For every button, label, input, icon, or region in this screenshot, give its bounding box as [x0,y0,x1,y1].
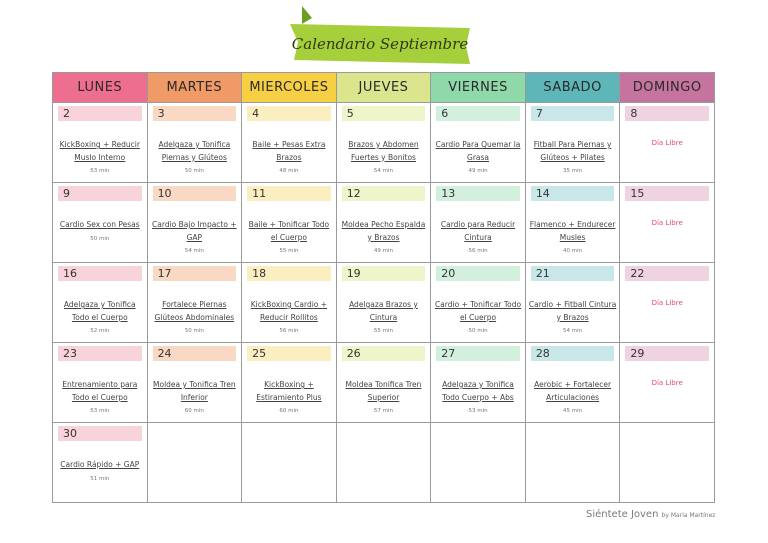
workout-duration: 56 min [468,248,488,254]
rest-day-label: Día Libre [651,379,683,387]
rest-day-label: Día Libre [651,299,683,307]
weekday-header-row [53,73,715,103]
day-number: 2 [58,106,142,121]
day-cell[interactable] [147,103,242,183]
week-row [53,103,715,183]
rest-day-label: Día Libre [651,139,683,147]
workout-duration: 50 min [184,168,204,174]
workout-entry [148,219,242,256]
day-cell[interactable] [620,263,715,343]
day-number: 7 [531,106,615,121]
workout-duration: 48 min [279,168,299,174]
day-cell [336,423,431,503]
workout-title-link[interactable]: Fitball Para Piernas y Glúteos + Pilates [533,140,612,162]
footer [586,509,715,520]
workout-duration: 50 min [184,328,204,334]
day-cell[interactable] [620,343,715,423]
workout-duration: 54 min [563,328,583,334]
day-cell[interactable] [147,263,242,343]
workout-entry [148,379,242,416]
day-number: 9 [58,186,142,201]
workout-duration: 60 min [184,408,204,414]
day-number: 4 [247,106,331,121]
workout-entry [337,139,431,176]
weekday-header-sabado: SABADO [525,73,620,103]
day-cell[interactable] [53,263,148,343]
day-number: 17 [153,266,237,281]
week-row [53,263,715,343]
day-number: 26 [342,346,426,361]
day-number: 22 [625,266,709,281]
day-cell[interactable] [53,183,148,263]
day-cell[interactable] [336,103,431,183]
day-cell[interactable] [525,103,620,183]
workout-duration: 35 min [563,168,583,174]
workout-entry [53,299,147,336]
calendar-body [53,103,715,503]
day-number: 18 [247,266,331,281]
day-cell[interactable] [242,343,337,423]
workout-title-link[interactable]: Fortalece Piernas Glúteos Abdominales [154,300,235,322]
day-cell[interactable] [525,343,620,423]
workout-duration: 57 min [373,408,394,414]
workout-entry [53,139,147,176]
workout-title-link[interactable]: KickBoxing + Estiramiento Plus [256,380,322,402]
workout-title-link[interactable]: Entrenamiento para Todo el Cuerpo [62,380,138,402]
workout-entry [53,459,147,484]
day-cell[interactable] [620,103,715,183]
workout-duration: 53 min [90,408,110,414]
workout-duration: 49 min [468,168,488,174]
title-banner [290,6,470,64]
workout-title-link[interactable]: Aerobic + Fortalecer Articulaciones [534,380,612,402]
day-number: 14 [531,186,615,201]
workout-duration: 52 min [90,328,110,334]
workout-entry [53,219,147,244]
week-row [53,183,715,263]
workout-title-link[interactable]: Cardio Rápido + GAP [60,460,140,469]
day-number: 29 [625,346,709,361]
workout-title-link[interactable]: Adelgaza y Tonifica Piernas y Glúteos [158,140,231,162]
weekday-header-jueves: JUEVES [336,73,431,103]
day-number: 25 [247,346,331,361]
day-number: 3 [153,106,237,121]
day-cell[interactable] [525,183,620,263]
day-number: 24 [153,346,237,361]
workout-duration: 40 min [563,248,583,254]
workout-entry [431,219,525,256]
day-cell [431,423,526,503]
workout-duration: 53 min [90,168,110,174]
day-cell [620,423,715,503]
day-number: 5 [342,106,426,121]
day-cell[interactable] [431,263,526,343]
weekday-header-miercoles: MIERCOLES [242,73,337,103]
workout-title-link[interactable]: KickBoxing + Reducir Muslo Interno [59,140,140,162]
day-cell [242,423,337,503]
day-cell[interactable] [336,263,431,343]
workout-entry [53,379,147,416]
day-cell[interactable] [147,183,242,263]
workout-duration: 54 min [373,168,394,174]
day-number: 27 [436,346,520,361]
day-number: 6 [436,106,520,121]
day-number: 15 [625,186,709,201]
workout-duration: 49 min [373,248,394,254]
day-number: 10 [153,186,237,201]
day-cell[interactable] [336,343,431,423]
weekday-header-domingo: DOMINGO [620,73,715,103]
workout-entry [337,379,431,416]
workout-title-link[interactable]: Cardio Sex con Pesas [59,220,140,229]
workout-title-link[interactable]: Cardio + Tonificar Todo el Cuerpo [434,300,522,322]
workout-duration: 55 min [279,248,299,254]
workout-entry [431,139,525,176]
workout-title-link[interactable]: Moldea Tonifica Tren Superior [345,380,422,402]
weekday-header-viernes: VIERNES [431,73,526,103]
day-number: 28 [531,346,615,361]
day-cell[interactable] [147,343,242,423]
day-cell[interactable] [242,263,337,343]
brand-name: Siéntete Joven [586,509,659,520]
day-number: 13 [436,186,520,201]
day-number: 11 [247,186,331,201]
workout-entry [242,299,336,336]
workout-duration: 50 min [90,235,110,242]
day-cell [147,423,242,503]
workout-title-link[interactable]: Cardio para Reducir Cintura [440,220,516,242]
workout-entry [526,299,620,336]
workout-title-link[interactable]: Adelgaza Brazos y Cintura [349,300,418,322]
workout-duration: 55 min [373,328,394,334]
day-cell[interactable] [242,103,337,183]
workout-entry [526,379,620,416]
day-cell[interactable] [525,263,620,343]
workout-entry [431,299,525,336]
day-number: 30 [58,426,142,441]
day-cell[interactable] [53,103,148,183]
workout-title-link[interactable]: Cardio Para Quemar la Grasa [435,140,521,162]
workout-title-link[interactable]: Cardio Bajo Impacto + GAP [152,220,237,242]
day-number: 23 [58,346,142,361]
workout-duration: 45 min [563,408,583,414]
day-number: 8 [625,106,709,121]
workout-entry [242,219,336,256]
workout-duration: 53 min [468,408,488,414]
workout-title-link[interactable]: Moldea y Tonifica Tren Inferior [153,380,236,402]
workout-title-link[interactable]: Baile + Pesas Extra Brazos [252,140,326,162]
day-cell[interactable] [53,423,148,503]
day-cell [525,423,620,503]
day-number: 19 [342,266,426,281]
day-cell[interactable] [336,183,431,263]
workout-entry [337,299,431,336]
weekday-header-lunes: LUNES [53,73,148,103]
day-cell[interactable] [431,343,526,423]
rest-day-label: Día Libre [651,219,683,227]
workout-duration: 50 min [468,328,488,334]
workout-title-link[interactable]: Adelgaza y Tonifica Todo Cuerpo + Abs [442,380,514,402]
workout-title-link[interactable]: Adelgaza y Tonifica Todo el Cuerpo [63,300,136,322]
workout-entry [242,139,336,176]
workout-entry [148,139,242,176]
day-number: 21 [531,266,615,281]
page-title: Calendario Septiembre [291,35,469,53]
day-cell[interactable] [431,183,526,263]
workout-duration: 51 min [90,475,110,482]
workout-entry [526,139,620,176]
workout-duration: 56 min [279,328,299,334]
week-row [53,343,715,423]
day-number: 16 [58,266,142,281]
workout-title-link[interactable]: Moldea Pecho Espalda y Brazos [341,220,426,242]
weekday-header-martes: MARTES [147,73,242,103]
day-number: 20 [436,266,520,281]
day-cell[interactable] [431,103,526,183]
byline: by Maria Martínez [661,512,716,519]
day-cell[interactable] [53,343,148,423]
workout-entry [148,299,242,336]
day-cell[interactable] [242,183,337,263]
week-row [53,423,715,503]
workout-title-link[interactable]: Brazos y Abdomen Fuertes y Bonitos [348,140,419,162]
workout-duration: 54 min [184,248,204,254]
workout-entry [337,219,431,256]
workout-title-link[interactable]: Cardio + Fitball Cintura y Brazos [528,300,617,322]
workout-title-link[interactable]: KickBoxing Cardio + Reducir Rollitos [250,300,328,322]
workout-entry [242,379,336,416]
workout-duration: 60 min [279,408,299,414]
workout-title-link[interactable]: Baile + Tonificar Todo el Cuerpo [248,220,330,242]
workout-title-link[interactable]: Flamenco + Endurecer Musles [529,220,616,242]
workout-entry [431,379,525,416]
workout-entry [526,219,620,256]
calendar-grid [52,72,715,503]
day-number: 12 [342,186,426,201]
day-cell[interactable] [620,183,715,263]
